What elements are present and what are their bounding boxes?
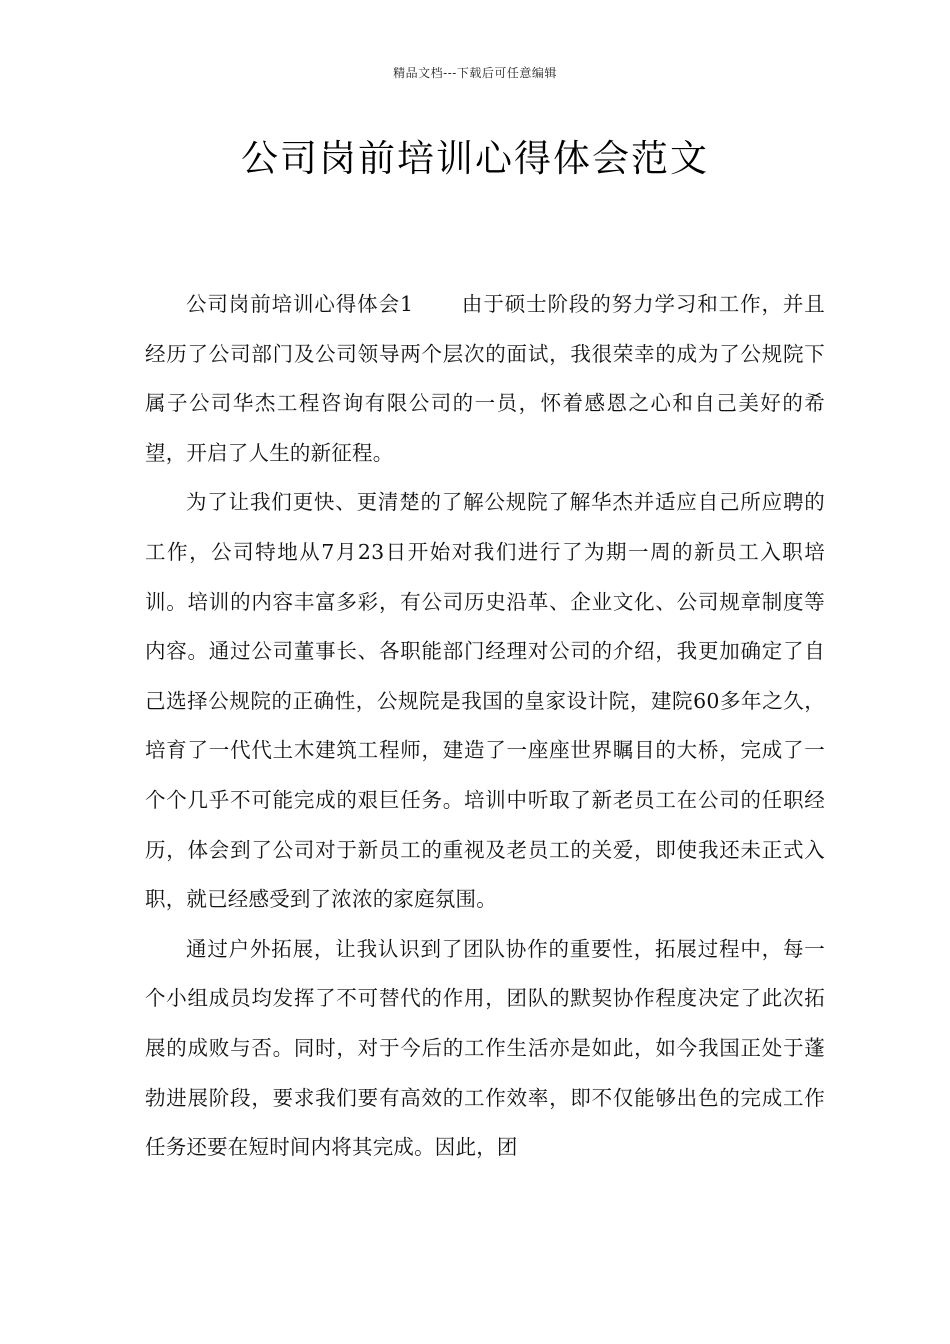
paragraph-1-text: 由于硕士阶段的努力学习和工作，并且经历了公司部门及公司领导两个层次的面试，我很荣幸的成为了公规院下属子公司华杰工程咨询有限公司的一员，怀着感恩之心和自己美好的希望，开启了人生的新征程。: [145, 292, 825, 465]
document-body: [145, 280, 825, 1173]
header-note: 精品文档---下载后可任意编辑: [393, 66, 557, 80]
paragraph-1: [145, 280, 825, 478]
paragraph-3: 通过户外拓展，让我认识到了团队协作的重要性，拓展过程中，每一个小组成员均发挥了不可替代的作用，团队的默契协作程度决定了此次拓展的成败与否。同时，对于今后的工作生活亦是如此，如今我国正处于蓬勃进展阶段，要求我们要有高效的工作效率，即不仅能够出色的完成工作任务还要在短时间内将其完成。因此，团: [145, 936, 825, 1160]
paragraph-1-heading: 公司岗前培训心得体会1: [186, 292, 414, 316]
paragraph-2: 为了让我们更快、更清楚的了解公规院了解华杰并适应自己所应聘的工作，公司特地从7月23日开始对我们进行了为期一周的新员工入职培训。培训的内容丰富多彩，有公司历史沿革、企业文化、公司规章制度等内容。通过公司董事长、各职能部门经理对公司的介绍，我更加确定了自己选择公规院的正确性，公规院是我国的皇家设计院，建院60多年之久，培育了一代代土木建筑工程师，建造了一座座世界瞩目的大桥，完成了一个个几乎不可能完成的艰巨任务。培训中听取了新老员工在公司的任职经历，体会到了公司对于新员工的重视及老员工的关爱，即使我还未正式入职，就已经感受到了浓浓的家庭氛围。: [145, 490, 825, 912]
document-title: 公司岗前培训心得体会范文: [241, 137, 709, 180]
